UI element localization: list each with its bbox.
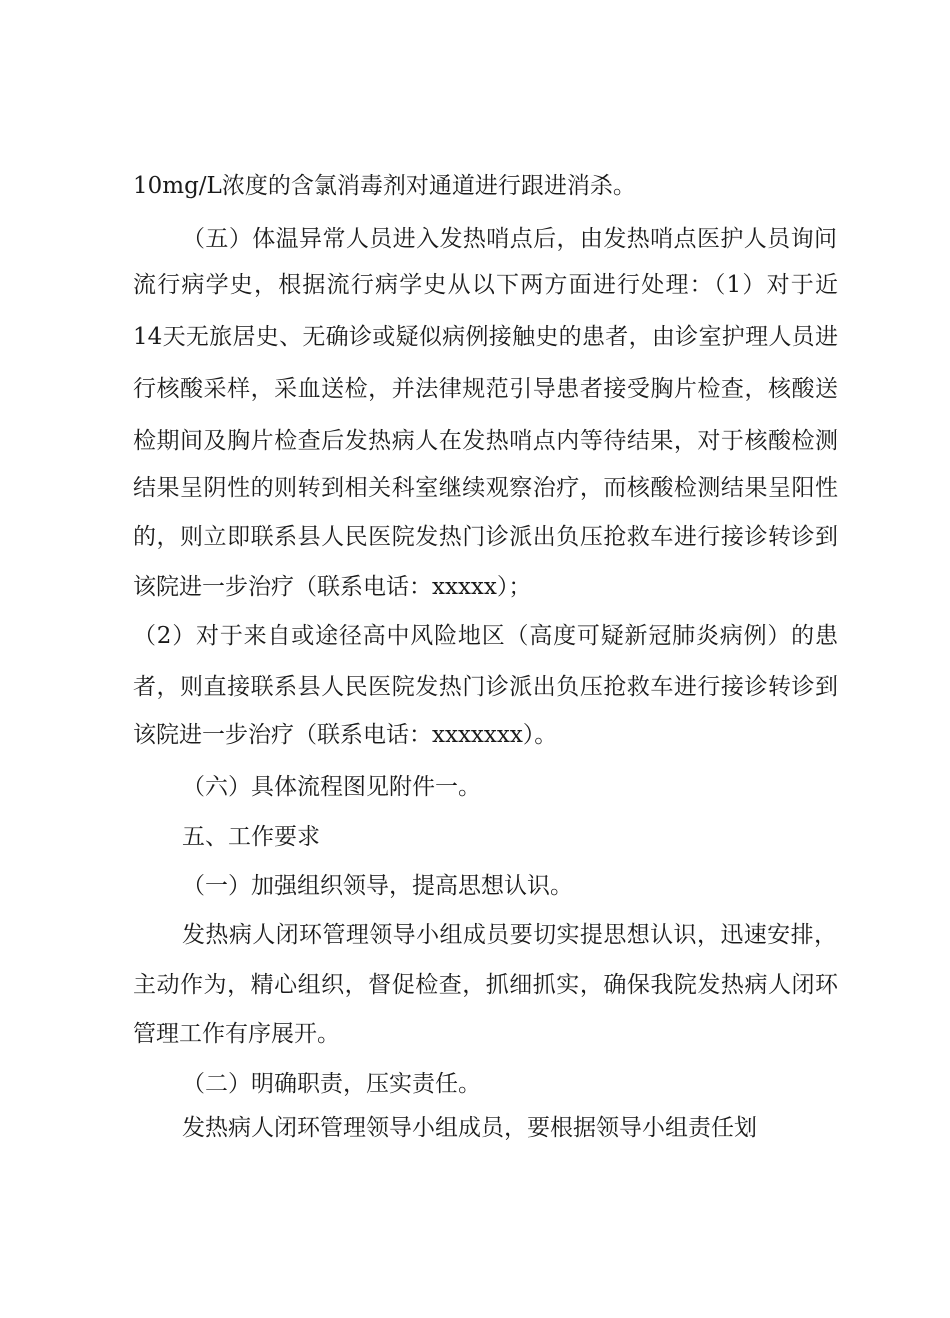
text-line-7: 结果呈阴性的则转到相关科室继续观察治疗，而核酸检测结果呈阳性: [133, 475, 838, 501]
text-line-12: 该院进一步治疗（联系电话：xxxxxxx）。: [133, 722, 558, 748]
text-line-8: 的，则立即联系县人民医院发热门诊派出负压抢救车进行接诊转诊到: [133, 524, 838, 550]
text-line-11: 者，则直接联系县人民医院发热门诊派出负压抢救车进行接诊转诊到: [133, 674, 838, 700]
section-heading-work-requirements: 五、工作要求: [182, 824, 320, 850]
text-line-5: 行核酸采样，采血送检，并法律规范引导患者接受胸片检查，核酸送: [133, 376, 838, 402]
text-line-10: （2）对于来自或途径高中风险地区（高度可疑新冠肺炎病例）的患: [133, 623, 838, 649]
text-line-2: （五）体温异常人员进入发热哨点后，由发热哨点医护人员询问: [182, 226, 837, 252]
text-line-1: 10mg/L浓度的含氯消毒剂对通道进行跟进消杀。: [133, 173, 636, 199]
text-line-4: 14天无旅居史、无确诊或疑似病例接触史的患者，由诊室护理人员进: [133, 324, 838, 350]
subheading-1: （一）加强组织领导，提高思想认识。: [182, 873, 573, 899]
text-line-16: 发热病人闭环管理领导小组成员要切实提思想认识，迅速安排，: [182, 922, 837, 948]
text-line-13: （六）具体流程图见附件一。: [182, 774, 481, 800]
text-line-3: 流行病学史，根据流行病学史从以下两方面进行处理：（1）对于近: [133, 272, 838, 298]
subheading-2: （二）明确职责，压实责任。: [182, 1071, 481, 1097]
text-line-20: 发热病人闭环管理领导小组成员，要根据领导小组责任划: [182, 1115, 757, 1141]
text-line-9: 该院进一步治疗（联系电话：xxxxx）；: [133, 574, 532, 600]
text-line-6: 检期间及胸片检查后发热病人在发热哨点内等待结果，对于核酸检测: [133, 428, 838, 454]
text-line-18: 管理工作有序展开。: [133, 1021, 340, 1047]
text-line-17: 主动作为，精心组织，督促检查，抓细抓实，确保我院发热病人闭环: [133, 972, 838, 998]
